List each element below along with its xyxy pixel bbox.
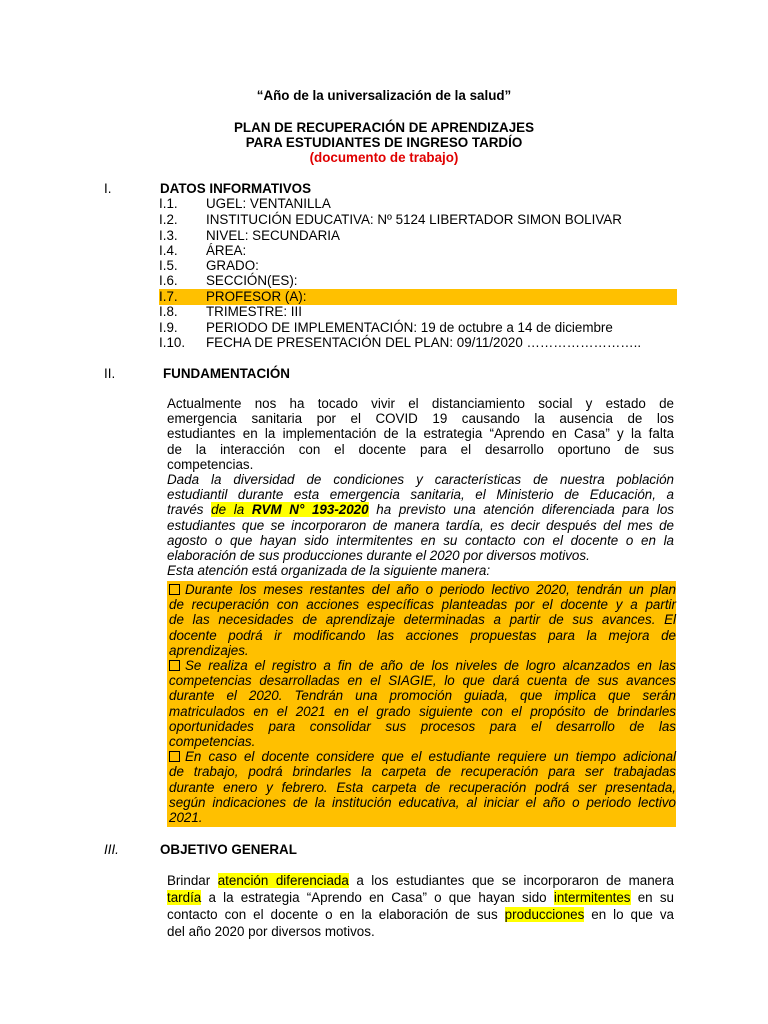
p2-line-rvm: [167, 502, 674, 517]
data-item-number: I.3.: [159, 228, 178, 243]
p1-line: Actualmente nos ha tocado vivir el distanciamiento social y estado de: [167, 396, 674, 411]
data-item-row: [159, 258, 677, 274]
bullet-text: según indicaciones de la institución educativa, al iniciar el año o periodo lectivo: [169, 794, 676, 810]
data-item-text: INSTITUCIÓN EDUCATIVA: Nº 5124 LIBERTADOR SIMON BOLIVAR: [206, 212, 622, 227]
data-item-number: I.2.: [159, 212, 178, 227]
highlight-intermitentes: intermitentes: [553, 890, 631, 905]
subtitle: (documento de trabajo): [309, 150, 459, 165]
bullet-line: [169, 643, 676, 658]
data-item-text: ÁREA:: [206, 243, 247, 258]
p2-text: ha previsto una atención diferenciada para los: [376, 502, 674, 518]
bullet-text: aprendizajes.: [169, 642, 249, 658]
data-item-row: [159, 228, 677, 244]
obj-line: [167, 872, 674, 889]
data-item-text: FECHA DE PRESENTACIÓN DEL PLAN: 09/11/2020 ……………………..: [206, 335, 642, 350]
bullet-line: [169, 582, 676, 597]
data-item-row: [159, 243, 677, 259]
p2-line: elaboración de sus producciones durante el 2020 por diversos motivos.: [167, 548, 590, 564]
highlight-tardia: tardía: [167, 890, 202, 905]
checkbox-bullet-icon: [169, 660, 180, 671]
data-item-text: NIVEL: SECUNDARIA: [206, 228, 340, 243]
bullet-text: oportunidades para consolidar sus procesos para el desarrollo de las: [169, 718, 676, 734]
bullet-line: [169, 719, 676, 734]
p2-line: estudiantil durante esta emergencia sanitaria, el Ministerio de Educación, a: [167, 487, 674, 503]
bullet-text: de trabajo, podrá brindarles la carpeta de recuperación para ser trabajadas: [169, 764, 676, 780]
obj-text: a los estudiantes que se incorporaron de manera: [356, 873, 674, 888]
bullet-line: [169, 704, 676, 719]
highlight-producciones: producciones: [504, 907, 585, 922]
data-item-row: [159, 289, 677, 305]
bullet-text: de recuperación con acciones específicas planteadas por el docente y a partir: [169, 597, 676, 613]
obj-text: a la estrategia “Aprendo en Casa” o que hayan sido: [208, 890, 547, 905]
bullet-text: durante el 2020. Tendrán una promoción guiada, que implica que serán: [169, 688, 676, 704]
bullet-line: [169, 795, 676, 810]
obj-line: [167, 889, 674, 906]
bullet-text: En caso el docente considere que el estudiante requiere un tiempo adicional: [185, 749, 676, 765]
data-item-number: I.10.: [159, 335, 186, 350]
obj-text: contacto con el docente o en la elaboración de sus: [167, 907, 498, 922]
obj-text: en lo que va: [591, 907, 674, 922]
p1-line: de la interacción con el docente para el desarrollo oportuno de sus: [167, 441, 674, 457]
section-1-number: I.: [104, 181, 112, 196]
bullet-line: [169, 658, 676, 673]
section-2-title: FUNDAMENTACIÓN: [163, 366, 290, 381]
bullet-line: [169, 749, 676, 764]
data-item-row: [159, 335, 677, 351]
objetivo-paragraph: [167, 872, 674, 940]
section-3-number: III.: [104, 842, 119, 857]
bullet-text: 2021.: [169, 810, 203, 826]
bullet-line: [169, 612, 676, 627]
p2-line: agosto o que hayan sido intermitentes en su contacto con el docente o en la: [167, 532, 674, 548]
data-item-text: GRADO:: [206, 258, 259, 273]
p1-line: emergencia sanitaria por el COVID 19 causando la ausencia de los: [167, 411, 674, 427]
data-item-number: I.1.: [159, 196, 178, 211]
fundamentacion-paragraph-2: [167, 472, 674, 578]
section-1-title: DATOS INFORMATIVOS: [160, 181, 312, 196]
bullet-line: [169, 764, 676, 779]
highlight-de-la: de la: [211, 502, 245, 518]
obj-line: [167, 906, 674, 923]
obj-text: en su: [637, 890, 674, 905]
data-item-row: [159, 320, 677, 336]
section-3-title: OBJETIVO GENERAL: [160, 842, 297, 857]
p2-line: Esta atención está organizada de la siguiente manera:: [167, 563, 491, 579]
bullet-text: docente podrá ir modificando las acciones propuestas para la mejora de: [169, 627, 676, 643]
bullet-text: competencias.: [169, 734, 256, 750]
data-item-row: [159, 273, 677, 289]
bullet-line: [169, 688, 676, 703]
p2-line: Dada la diversidad de condiciones y características de nuestra población: [167, 472, 674, 487]
obj-line: del año 2020 por diversos motivos.: [167, 924, 375, 939]
data-item-row: [159, 212, 677, 228]
bullet-text: matriculados en el 2021 en el grado siguiente con el propósito de brindarles: [169, 703, 676, 719]
data-item-text: UGEL: VENTANILLA: [206, 196, 331, 211]
highlighted-bullets-block: [167, 581, 676, 827]
p1-line: competencias.: [167, 456, 254, 472]
bullet-line: [169, 734, 676, 749]
data-item-text: PERIODO DE IMPLEMENTACIÓN: 19 de octubre a 14 de diciembre: [206, 320, 613, 335]
bullet-text: competencias desarrolladas en el SIAGIE, lo que dará cuenta de sus avances: [169, 673, 676, 689]
p2-text: través: [167, 502, 204, 518]
data-item-row: [159, 304, 677, 320]
p2-line: estudiantes que se incorporaron de manera tardía, es decir después del mes de: [167, 517, 674, 533]
motto: “Año de la universalización de la salud”: [256, 88, 512, 103]
bullet-line: [169, 810, 676, 825]
data-item-text: PROFESOR (A):: [206, 289, 307, 304]
bullet-text: de las necesidades de aprendizaje determinadas a partir de sus avances. El: [169, 612, 676, 628]
obj-text: Brindar: [167, 873, 211, 888]
bullet-text: Durante los meses restantes del año o periodo lectivo 2020, tendrán un plan: [185, 582, 676, 597]
data-item-text: SECCIÓN(ES):: [206, 273, 298, 288]
title-line-1: PLAN DE RECUPERACIÓN DE APRENDIZAJES: [233, 120, 535, 135]
data-item-number: I.8.: [159, 304, 178, 319]
checkbox-bullet-icon: [169, 584, 180, 595]
data-item-number: I.6.: [159, 273, 178, 288]
p1-line: estudiantes en la implementación de la estrategia “Aprendo en Casa” y la falta: [167, 426, 674, 442]
data-item-text: TRIMESTRE: III: [206, 304, 302, 319]
highlight-atencion: atención diferenciada: [217, 873, 349, 888]
bullet-text: Se realiza el registro a fin de año de los niveles de logro alcanzados en las: [185, 658, 676, 674]
data-item-row: [159, 196, 677, 212]
fundamentacion-paragraph-1: [167, 396, 674, 472]
data-item-number: I.7.: [159, 289, 178, 304]
title-line-2: PARA ESTUDIANTES DE INGRESO TARDÍO: [245, 135, 523, 150]
bullet-list: [169, 582, 676, 825]
rvm-reference: RVM N° 193-2020: [251, 502, 369, 518]
checkbox-bullet-icon: [169, 751, 180, 762]
bullet-line: [169, 780, 676, 795]
data-item-number: I.9.: [159, 320, 178, 335]
bullet-line: [169, 628, 676, 643]
bullet-text: durante enero y febrero. Esta carpeta de recuperación podrá ser presentada,: [169, 779, 676, 795]
section-2-number: II.: [104, 366, 116, 381]
bullet-line: [169, 597, 676, 612]
data-item-number: I.4.: [159, 243, 178, 258]
data-item-number: I.5.: [159, 258, 178, 273]
bullet-line: [169, 673, 676, 688]
